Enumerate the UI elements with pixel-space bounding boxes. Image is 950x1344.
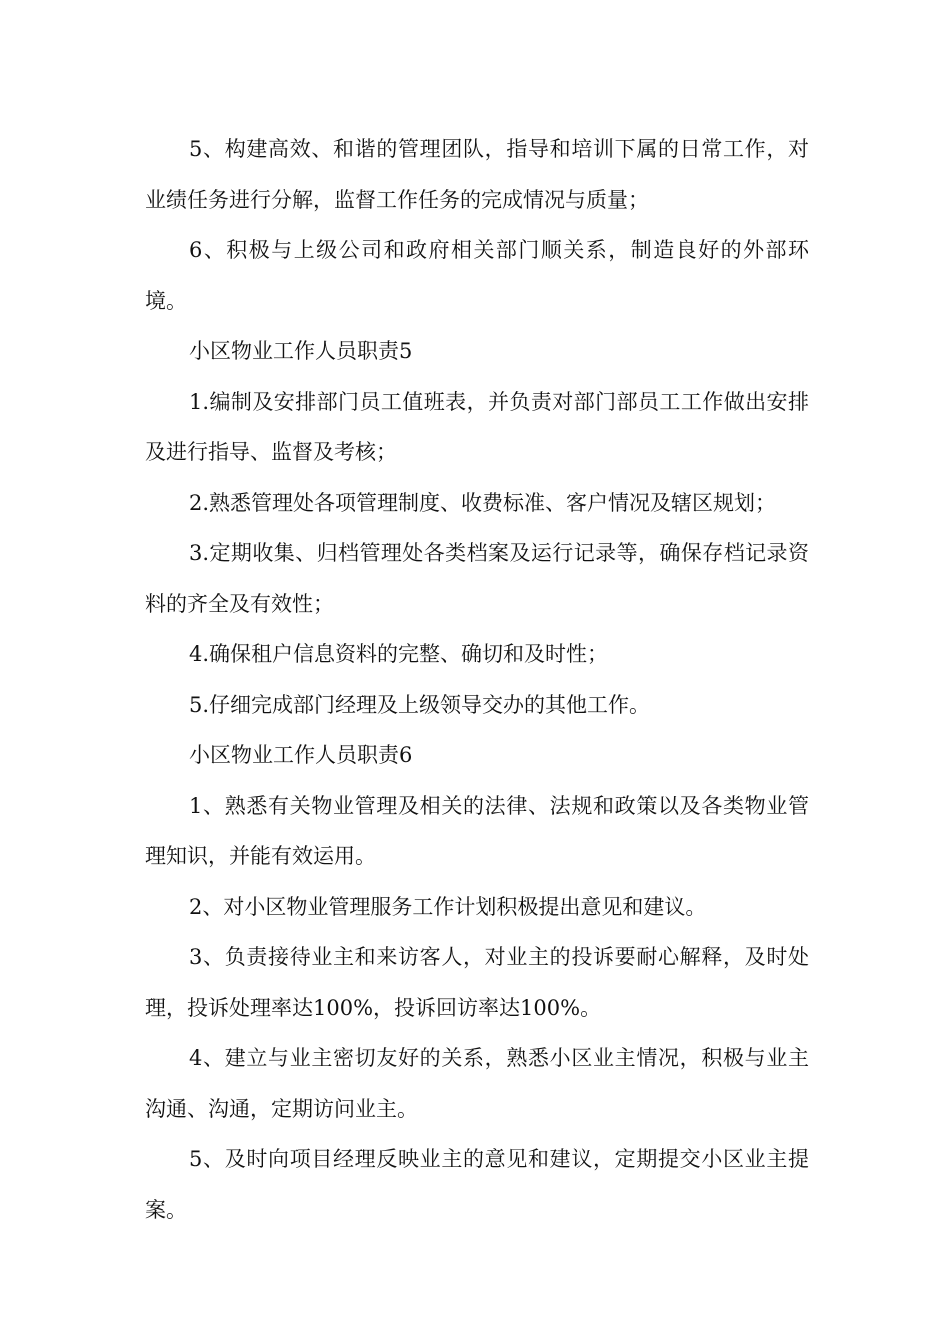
paragraph: 5、构建高效、和谐的管理团队，指导和培训下属的日常工作，对业绩任务进行分解，监督工作任务的完成情况与质量； <box>145 137 809 212</box>
paragraph: 3.定期收集、归档管理处各类档案及运行记录等，确保存档记录资料的齐全及有效性； <box>145 541 809 616</box>
paragraph: 1、熟悉有关物业管理及相关的法律、法规和政策以及各类物业管理知识，并能有效运用。 <box>145 793 809 868</box>
paragraph: 5.仔细完成部门经理及上级领导交办的其他工作。 <box>189 692 651 717</box>
section-heading: 小区物业工作人员职责5 <box>189 339 413 363</box>
document-body <box>145 124 809 1235</box>
paragraph: 4、建立与业主密切友好的关系，熟悉小区业主情况，积极与业主沟通、沟通，定期访问业主。 <box>145 1046 809 1121</box>
paragraph: 3、负责接待业主和来访客人，对业主的投诉要耐心解释，及时处理，投诉处理率达100%，投诉回访率达100%。 <box>145 945 809 1020</box>
paragraph: 5、及时向项目经理反映业主的意见和建议，定期提交小区业主提案。 <box>145 1147 809 1222</box>
paragraph: 2.熟悉管理处各项管理制度、收费标准、客户情况及辖区规划； <box>189 490 777 515</box>
section-heading: 小区物业工作人员职责6 <box>189 743 413 767</box>
paragraph: 4.确保租户信息资料的完整、确切和及时性； <box>189 642 609 666</box>
paragraph: 2、对小区物业管理服务工作计划积极提出意见和建议。 <box>189 894 707 919</box>
paragraph: 6、积极与上级公司和政府相关部门顺关系，制造良好的外部环境。 <box>145 238 809 313</box>
paragraph: 1.编制及安排部门员工值班表，并负责对部门部员工工作做出安排及进行指导、监督及考核； <box>145 389 809 464</box>
